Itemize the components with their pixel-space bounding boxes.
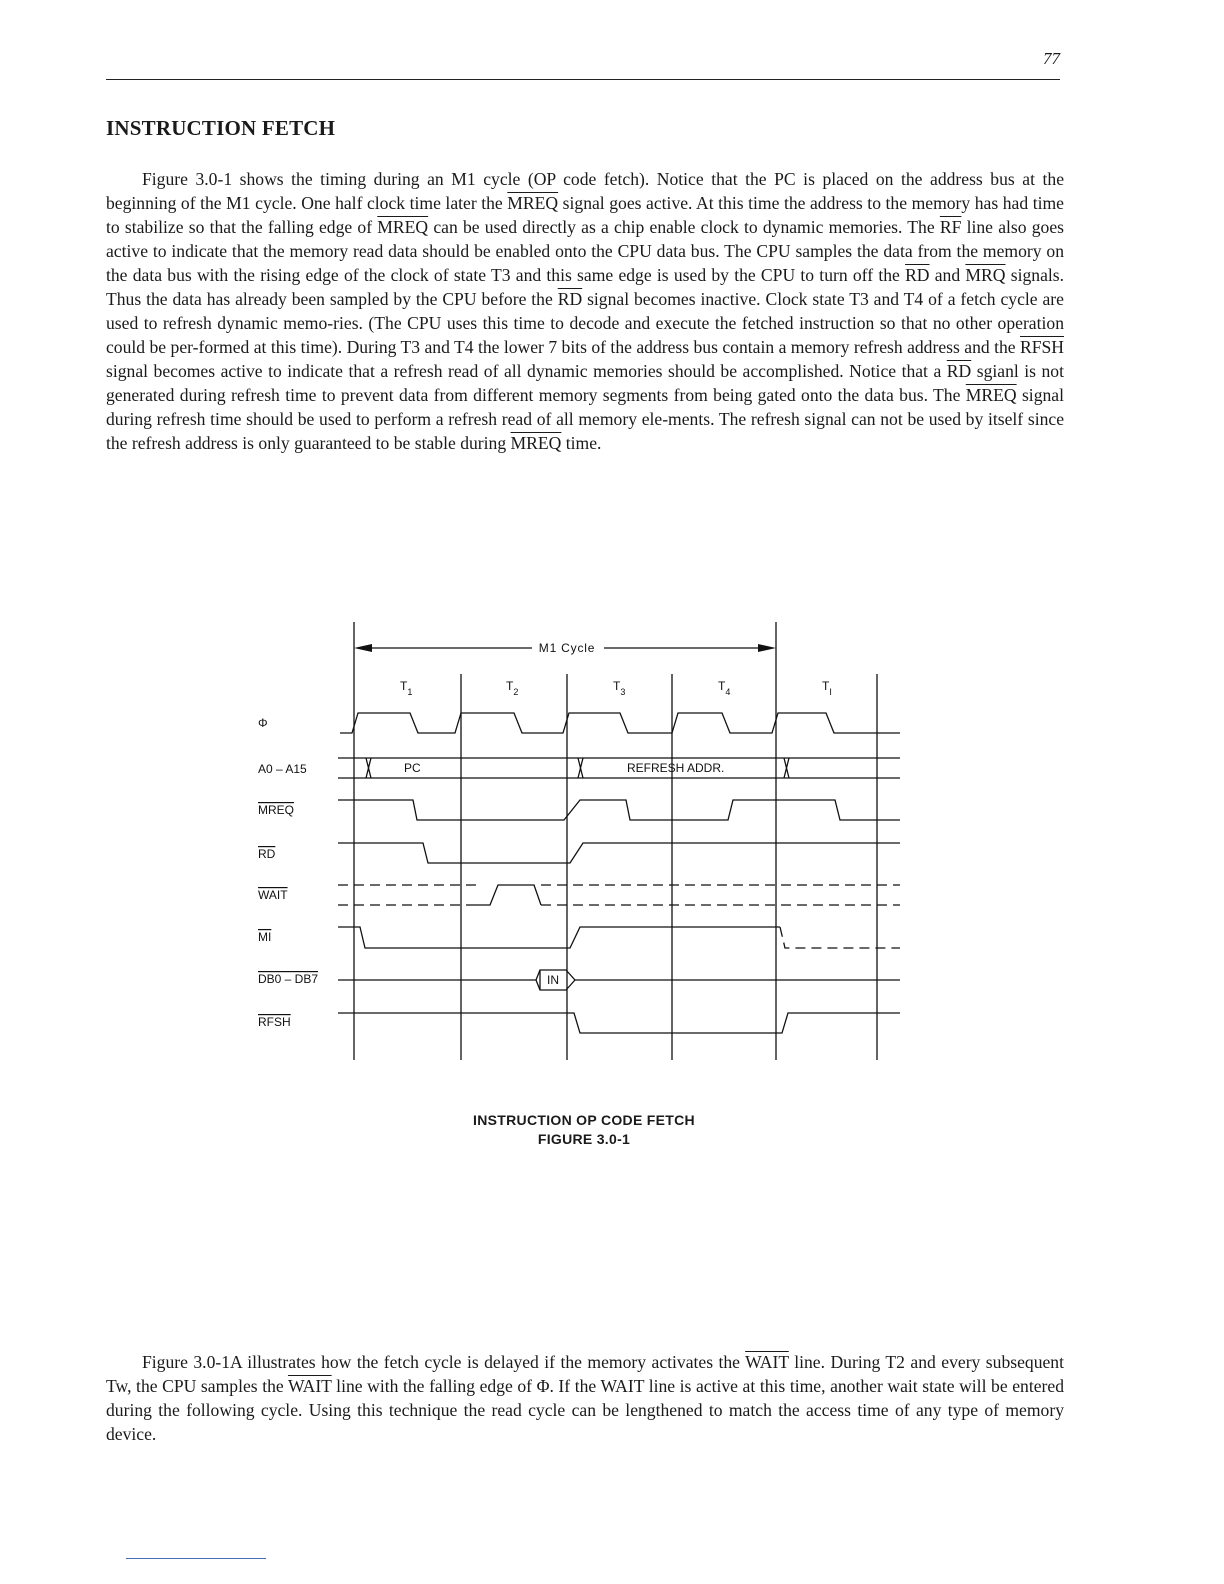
signal-label-data-bus: DB0 – DB7 — [258, 972, 319, 986]
bus-label-pc: PC — [404, 761, 421, 775]
state-label-t3: $T_3$ — [613, 679, 626, 697]
state-label-t4: $T_4$ — [718, 679, 731, 697]
state-label-ti: $T_I$ — [822, 679, 832, 697]
timing-diagram — [250, 612, 910, 1072]
section-heading: INSTRUCTION FETCH — [106, 116, 336, 140]
signal-label-mi: MI — [258, 930, 272, 944]
signal-label-address-bus: A0 – A15 — [258, 762, 307, 776]
signal-label-rfsh: RFSH — [258, 1015, 291, 1029]
bus-label-refresh-addr: REFRESH ADDR. — [627, 761, 725, 775]
page-number: 77 — [1043, 49, 1060, 68]
state-label-t1: $T_1$ — [400, 679, 413, 697]
signal-label-rd: RD — [258, 847, 276, 861]
bus-label-data-in: IN — [547, 973, 559, 987]
m1-cycle-label: M1 Cycle — [538, 641, 596, 655]
paragraph-fetch-description: Figure 3.0-1 shows the timing during an M1 cycle (OP code fetch). Notice that the PC is placed on the address bus at the beginning of the M1 cycle. One half clock time later the MREQ signal goes active. At this time the address to the memory has had time to stabilize so that the falling edge of MREQ can be used directly as a chip enable clock to dynamic memories. The $\overline{RF}$ line also goes active to indicate that the memory read data should be enabled onto the CPU data bus. The CPU samples the data from the memory on the data bus with the rising edge of the clock of state T3 and this same edge is used by the CPU to turn off the $\overline{RD}$ and $\overline{MRQ}$ signals. Thus the data has already been sampled by the CPU before the $\overline{RD}$ signal becomes inactive. Clock state T3 and T4 of a fetch cycle are used to refresh dynamic memo-ries. (The CPU uses this time to decode and execute the fetched instruction so that no other operation could be per-formed at this time). During T3 and T4 the lower 7 bits of the address bus contain a memory refresh address and the RFSH signal becomes active to indicate that a refresh read of all dynamic memories should be accomplished. Notice that a $\overline{RD}$ sgianl is not generated during refresh time to prevent data from different memory segments from being gated onto the data bus. The MREQ signal during refresh time should be used to perform a refresh read of all memory ele-ments. The refresh signal can not be used by itself since the refresh address is only guaranteed to be stable during MREQ time. — [106, 169, 1065, 453]
paragraph-wait-description: Figure 3.0-1A illustrates how the fetch cycle is delayed if the memory activates the WAIT line. During T2 and every subsequent Tw, the CPU samples the WAIT line with the falling edge of Φ. If the WAIT line is active at this time, another wait state will be entered during the following cycle. Using this technique the read cycle can be lengthened to match the access time of any type of memory device. — [106, 1352, 1064, 1444]
figure-caption-title: INSTRUCTION OP CODE FETCH — [473, 1112, 695, 1128]
state-label-t2: $T_2$ — [506, 679, 519, 697]
signal-label-clock: Φ — [258, 716, 268, 730]
footnote-rule — [126, 1558, 266, 1559]
signal-label-wait: WAIT — [258, 888, 288, 902]
signal-label-mreq: MREQ — [258, 803, 294, 817]
figure-caption-number: FIGURE 3.0-1 — [537, 1131, 631, 1147]
header-rule — [106, 79, 1060, 80]
